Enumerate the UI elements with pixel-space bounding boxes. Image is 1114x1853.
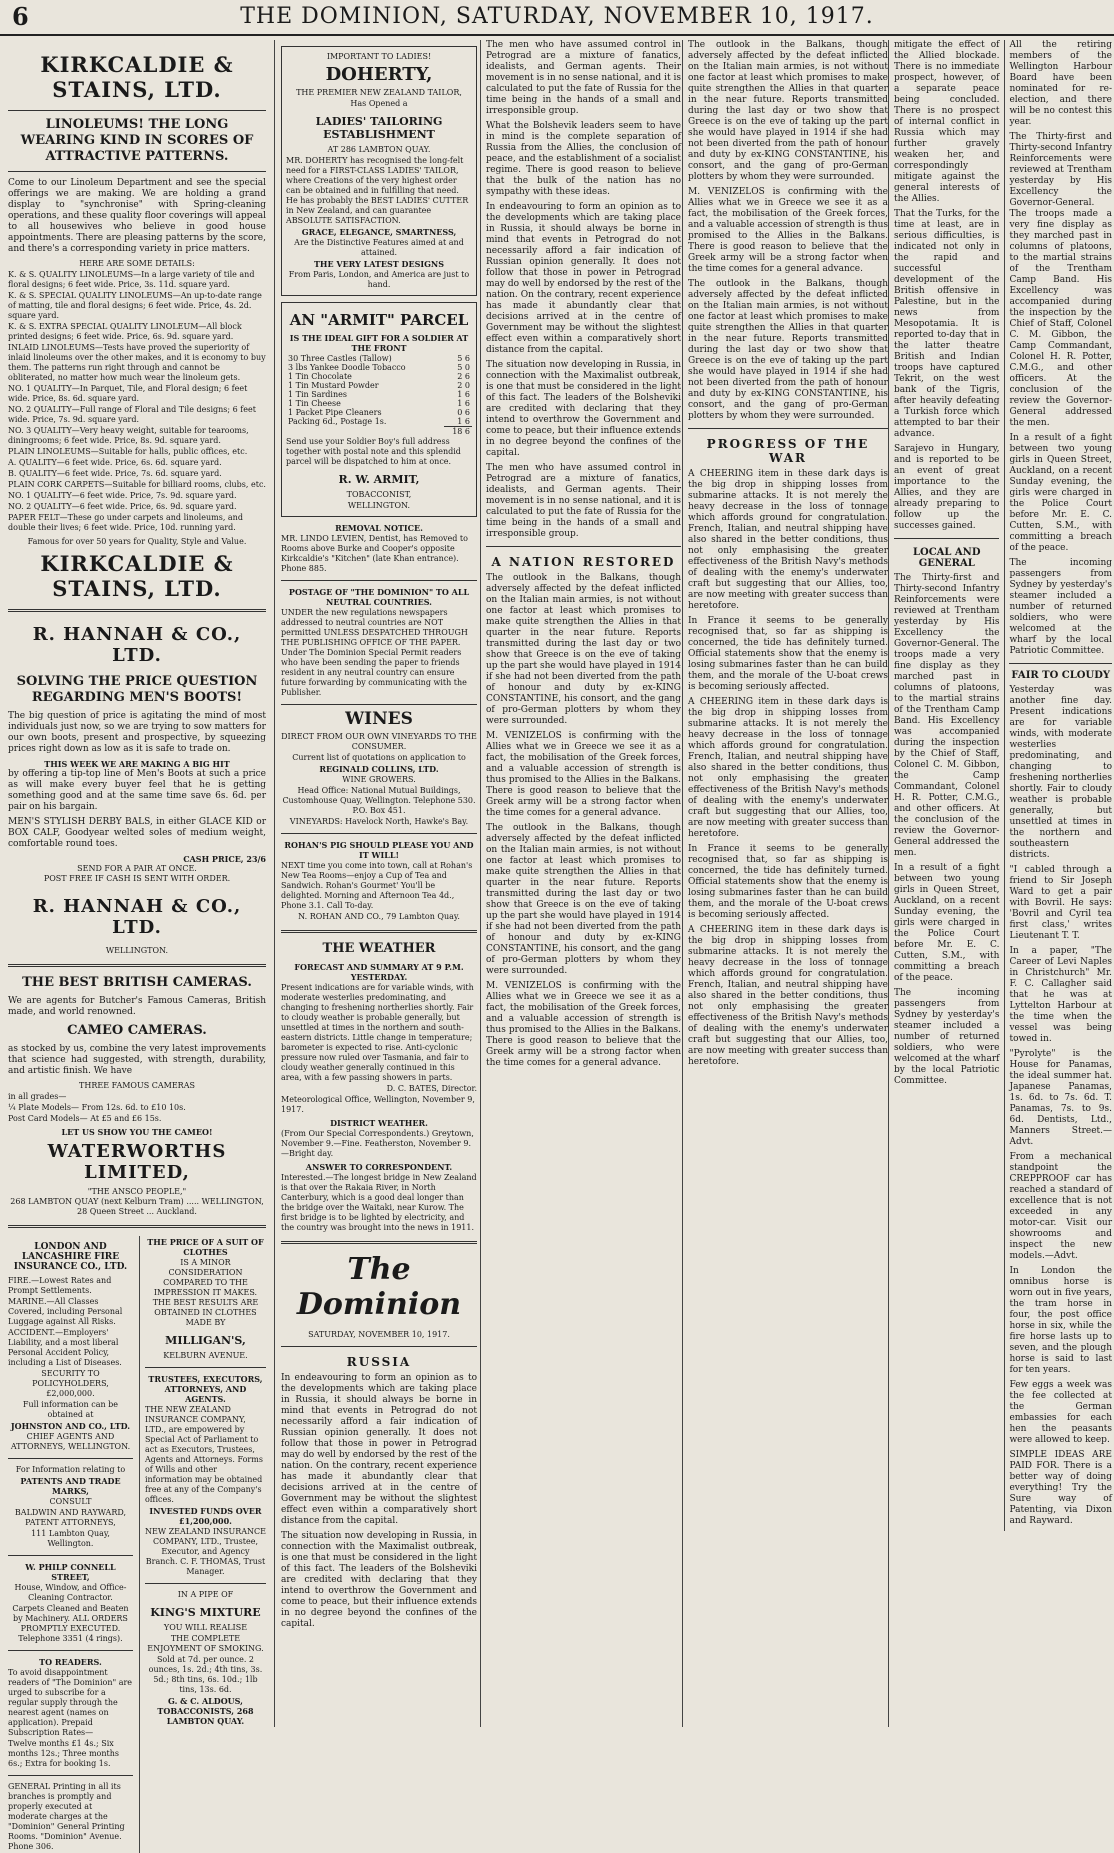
- patents-consult: CONSULT: [49, 1497, 92, 1506]
- armit-note: Send use your Soldier Boy's full address together with postal note and this splendid parcel will be dispatched to him at once.: [286, 437, 461, 466]
- column-5b: [1004, 40, 1112, 1531]
- dominion-date: SATURDAY, NOVEMBER 10, 1917.: [308, 1330, 450, 1339]
- patents-firm: BALDWIN AND RAYWARD, PATENT ATTORNEYS,: [14, 1508, 127, 1527]
- camera-model: Post Card Models— At £5 and £6 15s.: [8, 1114, 162, 1123]
- greek-paragraph: The outlook in the Balkans, though adversely affected by the defeat inflicted on the Italian main armies, is not without one factor at least which promises to make quite strengthen the Allies in that quarter in the near future. Reports transmitted during the last day or two show that Greece is on the eve of taking up the part she would have played in 1914 if she had not been diverted from the path of honour and duty by ex-KING CONSTANTINE, his consort, and the gang of pro-German plotters by whom they were surrounded.: [486, 823, 681, 976]
- pipe-sub: YOU WILL REALISE: [163, 1623, 248, 1632]
- dominion-nameplate: The Dominion: [296, 1252, 462, 1322]
- readers-rates: Twelve months £1 4s.; Six months 12s.; Three months 6s.; Extra for booking 1s.: [8, 1739, 119, 1768]
- column-1: [8, 40, 266, 1851]
- postage-heading: POSTAGE OF "THE DOMINION" TO ALL NEUTRAL COUNTRIES.: [288, 587, 470, 607]
- russia-paragraph: The situation now developing in Russia, in connection with the Maximalist outbreak, is one that must be considered in the light of this fact. The leaders of the Bolsheviki are credited with declaring that they intend to overthrow the Government and come to peace, but their influence extends in no degree beyond the confines of the capital.: [486, 360, 681, 458]
- hannah-week: THIS WEEK WE ARE MAKING A BIG HIT: [44, 759, 230, 769]
- cameo-desc: as stocked by us, combine the very latest improvements that science had suggested, with strength, durability, and artistic finish. We have: [8, 1044, 266, 1076]
- waterworths-name: WATERWORTHS LIMITED,: [47, 1141, 227, 1183]
- left-ads: [8, 1236, 133, 1853]
- divider: [486, 546, 681, 547]
- table-row: [286, 399, 472, 408]
- fair-body: Yesterday was another fine day. Present indications are for variable winds, with moderate westerlies predominating, and changing to freshening northerlies shortly. Fair to cloudy weather is probable generally, but unsettled at times in the northern and southeastern districts.: [1009, 685, 1112, 860]
- divider: [281, 930, 477, 933]
- divider: [145, 1583, 266, 1584]
- cameo-three: THREE FAMOUS CAMERAS: [79, 1081, 195, 1090]
- parcel-price: 5 6: [457, 354, 470, 363]
- greek-paragraph: The outlook in the Balkans, though adversely affected by the defeat inflicted on the Italian main armies, is not without one factor at least which promises to make quite strengthen the Allies in that quarter in the near future. Reports transmitted during the last day or two show that Greece is on the eve of taking up the part she would have played in 1914 if she had not been diverted from the path of honour and duty by ex-KING CONSTANTINE, his consort, and the gang of pro-German plotters by whom they were surrounded.: [688, 40, 888, 182]
- armit-ad: [281, 302, 477, 517]
- russia-paragraph: The situation now developing in Russia, in connection with the Maximalist outbreak, is one that must be considered in the light of this fact. The leaders of the Bolsheviki are credited with declaring that they intend to overthrow the Government and come to peace, but their influence extends in no degree beyond the confines of the capital.: [281, 1531, 477, 1629]
- divider: [8, 609, 266, 612]
- doherty-name: DOHERTY,: [325, 64, 433, 85]
- divider: [281, 1241, 477, 1244]
- kirkcaldie-item: NO. 2 QUALITY—Full range of Floral and Tile designs; 6 feet wide. Price, 7s. 9d. square yard.: [8, 405, 256, 424]
- war-paragraph: That the Turks, for the time at least, are in serious difficulties, is indicated not only in the rapid and successful development of the British offensive in Palestine, but in the news from Mesopotamia. It is reported to-day that in the latter theatre British and Indian troops have captured Tekrit, on the west bank of the Tigris, after heavily defeating a Turkish force which attempted to bar their advance.: [894, 209, 1000, 439]
- bottom-ads-row: [8, 1236, 266, 1853]
- london-security: SECURITY TO POLICYHOLDERS, £2,000,000.: [32, 1369, 109, 1398]
- fair-item: From a mechanical standpoint the CREPPROOF car has reached a standard of excellence that is not exceeded in any motor-car. Visit our showrooms and inspect the new models.—Advt.: [1009, 1152, 1112, 1261]
- milligan-name: MILLIGAN'S,: [165, 1334, 246, 1347]
- pipe-heading: IN A PIPE OF: [177, 1590, 234, 1599]
- trustees-signature: NEW ZEALAND INSURANCE COMPANY, LTD., Trustee, Executor, and Agency Branch. C. F. THOMAS, Trust Manager.: [144, 1527, 266, 1576]
- suit-heading: THE PRICE OF A SUIT OF CLOTHES: [147, 1237, 264, 1257]
- table-row: [286, 363, 472, 372]
- london-name: LONDON AND LANCASHIRE FIRE INSURANCE CO., LTD.: [13, 1242, 128, 1272]
- column-5a: [894, 40, 999, 1531]
- progress-heading: PROGRESS OF THE WAR: [706, 437, 870, 465]
- divider: [281, 1346, 477, 1347]
- armit-sub: IS THE IDEAL GIFT FOR A SOLDIER AT THE FRONT: [289, 333, 469, 353]
- district-body: (From Our Special Correspondents.) Greytown, November 9.—Fine. Featherston, November 9.—Bright day.: [281, 1129, 474, 1158]
- weather-sub: FORECAST AND SUMMARY AT 9 P.M. YESTERDAY.: [294, 962, 464, 982]
- local-paragraph: The incoming passengers from Sydney by yesterday's steamer included a number of returned soldiers, who were welcomed at the wharf by the local Patriotic Committee.: [1009, 558, 1112, 656]
- divider: [8, 1650, 133, 1651]
- general-printing: GENERAL Printing in all its branches is promptly and properly executed at moderate charges at the "Dominion" General Printing Rooms. "Dominion" Avenue. Phone 306.: [8, 1782, 125, 1851]
- parcel-total: 18 6: [444, 427, 472, 437]
- hannah-body: The big question of price is agitating the mind of most individuals just now, so we are trying to sow matters for our own boots, present and prospective, by squeezing prices right down as low as it is safe to trade on.: [8, 711, 266, 754]
- london-accident: ACCIDENT.—Employers' Liability, and a most liberal Personal Accident Policy, including a List of Diseases.: [8, 1328, 122, 1367]
- kirkcaldie-intro: Come to our Linoleum Department and see the special offerings we are making. We are holding a grand display to "synchronise" with Spring-cleaning operations, and these quality floor coverings will appeal to all housewives who believe in good house appointments. There are pleasing patterns by the score, and there's a corresponding variety in price matters.: [8, 178, 266, 254]
- divider: [8, 1555, 133, 1556]
- london-marine: MARINE.—All Classes Covered, including Personal Luggage against All Risks.: [8, 1297, 123, 1326]
- kirkcaldie-item: PLAIN LINOLEUMS—Suitable for halls, public offices, etc.: [8, 447, 248, 456]
- divider: [8, 1458, 133, 1459]
- doherty-establishment: LADIES' TAILORING ESTABLISHMENT: [315, 115, 443, 141]
- greek-paragraph: M. VENIZELOS is confirming with the Allies what we in Greece we see it as a fact, the mobilisation of the Greek forces, and a valuable accession of strength is thus promised to the Allies in the Balkans. There is good reason to believe that the Greek army will be a strong factor when the time comes for a general advance.: [486, 731, 681, 818]
- local-paragraph: All the retiring members of the Wellington Harbour Board have been nominated for re-election, and there will be no contest this year.: [1009, 40, 1112, 127]
- russia-paragraph: In endeavouring to form an opinion as to the developments which are taking place in Russia, it should always be borne in mind that events in Petrograd do not necessarily afford a fair indication of Russian opinion generally. It does not follow that those in power in Petrograd may do well by endorsed by the rest of the nation. On the contrary, recent experience has made it abundantly clear that decisions arrived at in the centre of Government may be without the slightest effect even within a comparatively short distance from the capital.: [281, 1373, 477, 1526]
- doherty-address: AT 286 LAMBTON QUAY.: [327, 145, 431, 154]
- greek-heading: A NATION RESTORED: [491, 555, 676, 569]
- greek-paragraph: M. VENIZELOS is confirming with the Allies what we in Greece we see it as a fact, the mobilisation of the Greek forces, and a valuable accession of strength is thus promised to the Allies in the Balkans. There is good reason to believe that the Greek army will be a strong factor when the time comes for a general advance.: [486, 981, 681, 1068]
- camera-model: ¼ Plate Models— From 12s. 6d. to £10 10s.: [8, 1103, 186, 1112]
- removal-body: MR. LINDO LEVIEN, Dentist, has Removed to Rooms above Burke and Cooper's opposite Kirkcaldie's "Kitchen" (late Khan entrance). Phone 885.: [281, 534, 468, 573]
- greek-paragraph: The outlook in the Balkans, though adversely affected by the defeat inflicted on the Italian main armies, is not without one factor at least which promises to make quite strengthen the Allies in that quarter in the near future. Reports transmitted during the last day or two show that Greece is on the eve of taking up the part she would have played in 1914 if she had not been diverted from the path of honour and duty by ex-KING CONSTANTINE, his consort, and the gang of pro-German plotters by whom they were surrounded.: [688, 279, 888, 421]
- kirkcaldie-item: A. QUALITY—6 feet wide. Price, 6s. 6d. square yard.: [8, 458, 222, 467]
- parcel-item: 3 lbs Yankee Doodle Tobacco: [288, 363, 406, 372]
- armit-parcel-table: [286, 354, 472, 436]
- hannah-headline: SOLVING THE PRICE QUESTION REGARDING MEN'S BOOTS!: [16, 674, 258, 705]
- trustees-invested: INVESTED FUNDS OVER £1,200,000.: [149, 1506, 262, 1526]
- fair-heading: FAIR TO CLOUDY: [1011, 670, 1111, 681]
- hannah-name-footer: R. HANNAH & CO., LTD.: [32, 896, 242, 938]
- hannah-send: SEND FOR A PAIR AT ONCE.: [77, 864, 197, 873]
- trustees-body: THE NEW ZEALAND INSURANCE COMPANY, LTD., are empowered by Special Act of Parliament to act as Executors, Trustees, Agents and Attorneys. Forms of Wills and other information may be obtained free at any of the Company's offices.: [144, 1405, 263, 1504]
- philp-trade: House, Window, and Office-Cleaning Contractor.: [14, 1583, 127, 1602]
- wines-heading: WINES: [345, 709, 413, 729]
- war-paragraph: mitigate the effect of the Allied blockade. There is no immediate prospect, however, of a separate peace being concluded. There is no prospect of internal conflict in Russia which may further gravely weaken her, and correspondingly mitigate against the general interests of the Allies.: [894, 40, 1000, 204]
- divider: [8, 110, 266, 111]
- readers-heading: TO READERS.: [39, 1657, 102, 1667]
- fair-item: SIMPLE IDEAS ARE PAID FOR. There is a better way of doing everything! Try the Sure way of Patenting, via Dixon and Rayward.: [1009, 1450, 1112, 1526]
- hannah-stylish: MEN'S STYLISH DERBY BALS, in either GLACE KID or BOX CALF, Goodyear welted soles of medium weight, comfortable round toes.: [8, 817, 266, 849]
- kirkcaldie-item: PLAIN CORK CARPETS—Suitable for billiard rooms, clubs, etc.: [8, 480, 266, 489]
- london-agent: JOHNSTON AND CO., LTD.: [10, 1421, 131, 1431]
- doherty-opened: Has Opened a: [350, 99, 408, 108]
- russia-paragraph: What the Bolshevik leaders seem to have in mind is the complete separation of Russia from the Allies, the conclusion of peace, and the establishment of a socialist regime. There is good reason to believe that the bulk of the nation has no sympathy with these ideas.: [486, 121, 681, 197]
- parcel-item: Packing 6d., Postage 1s.: [288, 417, 387, 427]
- russia-paragraph: The men who have assumed control in Petrograd are a mixture of fanatics, idealists, and German agents. Their movement is in no sense national, and it is calculated to put the fate of Russia for the time being in the hands of a small and irresponsible group.: [486, 40, 681, 116]
- hannah-name: R. HANNAH & CO., LTD.: [32, 624, 242, 666]
- russia-heading: RUSSIA: [346, 1355, 412, 1369]
- war-paragraph: Sarajevo in Hungary, and is reported to be an event of great importance to the Allies, and they are already preparing to follow up the successes gained.: [894, 444, 1000, 531]
- local-paragraph: The incoming passengers from Sydney by yesterday's steamer included a number of returned soldiers, who were welcomed at the wharf by the local Patriotic Committee.: [894, 988, 1000, 1086]
- kirkcaldie-item: NO. 1 QUALITY—In Parquet, Tile, and Floral design; 6 feet wide. Price, 8s. 6d. square yard.: [8, 384, 248, 403]
- postage-body: UNDER the new regulations newspapers addressed to neutral countries are NOT permitted UNLESS DESPATCHED THROUGH THE PUBLISHING OFFICE OF THE PAPER. Under The Dominion Special Permit readers who have been sending the paper to friends resident in any neutral country can ensure future forwarding by communicating with the Publisher.: [281, 608, 468, 697]
- divider: [281, 833, 477, 834]
- rohan-body: NEXT time you come into town, call at Rohan's New Tea Rooms—enjoy a Cup of Tea and Sandwich. Rohan's Gourmet' You'll be delighted. Morning and Afternoon Tea 4d., Phone 3.1. Call To-day.: [281, 861, 473, 910]
- removal-heading: REMOVAL NOTICE.: [335, 523, 423, 533]
- camera-cta: LET US SHOW YOU THE CAMEO!: [61, 1127, 213, 1137]
- kings-mixture-name: KING'S MIXTURE: [150, 1606, 261, 1619]
- parcel-price: 1 6: [457, 399, 470, 408]
- doherty-styles2: From Paris, London, and America are just to hand.: [288, 270, 470, 289]
- answer-heading: ANSWER TO CORRESPONDENT.: [305, 1162, 453, 1172]
- weather-signature: D. C. BATES, Director.: [386, 1084, 477, 1093]
- divider: [894, 538, 999, 539]
- table-row: [286, 417, 472, 427]
- readers-body: To avoid disappointment readers of "The Dominion" are urged to subscribe for a regular supply through the nearest agent (names on application). Prepaid Subscription Rates—: [8, 1668, 133, 1737]
- kirkcaldie-item: NO. 1 QUALITY—6 feet wide. Price, 7s. 9d. square yard.: [8, 491, 237, 500]
- kirkcaldie-item: NO. 2 QUALITY—6 feet wide. Price, 6s. 9d. square yard.: [8, 502, 237, 511]
- collins-name: REGINALD COLLINS, LTD.: [319, 764, 439, 774]
- patents-address: 111 Lambton Quay, Wellington.: [31, 1529, 110, 1548]
- parcel-price: 1 6: [457, 390, 470, 399]
- local-paragraph: The Thirty-first and Thirty-second Infantry Reinforcements were reviewed at Trentham yesterday by His Excellency the Governor-General. The troops made a very fine display as they marched past in columns of platoons, to the martial strains of the Trentham Camp Band. His Excellency was accompanied during the inspection by the Chief of Staff, Colonel C. M. Gibbon, the Camp Commandant, Colonel H. R. Potter, C.M.G., and other officers. At the conclusion of the review the Governor-General addressed the men.: [894, 573, 1000, 858]
- column-5-split: [894, 40, 1112, 1531]
- divider: [281, 704, 477, 705]
- rohan-heading: ROHAN'S PIG SHOULD PLEASE YOU AND IT WILL!: [284, 840, 474, 860]
- russia-paragraph: The men who have assumed control in Petrograd are a mixture of fanatics, idealists, and German agents. Their movement is in no sense national, and it is calculated to put the fate of Russia for the time being in the hands of a small and irresponsible group.: [486, 463, 681, 539]
- hannah-city: WELLINGTON.: [105, 946, 169, 955]
- progress-paragraph: A CHEERING item in these dark days is the big drop in shipping losses from submarine attacks. It is not merely the heavy decrease in the loss of tonnage which affords ground for congratulation. French, Italian, and neutral shipping have also shared in the better conditions, thus not only emphasising the greater effectiveness of the British Navy's methods of dealing with the enemy's underwater craft but suggesting that our Allies, too, are now meeting with greater success than heretofore.: [688, 925, 888, 1067]
- wines-sub: DIRECT FROM OUR OWN VINEYARDS TO THE CONSUMER.: [281, 732, 477, 751]
- divider: [688, 428, 888, 429]
- philp-body: Carpets Cleaned and Beaten by Machinery. ALL ORDERS PROMPTLY EXECUTED. Telephone 3351 (4 rings).: [12, 1604, 129, 1643]
- doherty-ad: [281, 46, 477, 296]
- doherty-body: MR. DOHERTY has recognised the long-felt need for a FIRST-CLASS LADIES' TAILOR, where Creations of the very highest order can be obtained and in fulfilling that need. He has probably the BEST LADIES' CUTTER in New Zealand, and can guarantee ABSOLUTE SATISFACTION.: [286, 156, 469, 225]
- kirkcaldie-headline: LINOLEUMS! THE LONG WEARING KIND IN SCORES OF ATTRACTIVE PATTERNS.: [20, 117, 254, 164]
- parcel-price: 0 6: [457, 408, 470, 417]
- waterworths-address: 268 LAMBTON QUAY (next Kelburn Tram) ..... WELLINGTON, 28 Queen Street ... Auckland.: [10, 1197, 264, 1216]
- kirkcaldie-item: K. & S. SPECIAL QUALITY LINOLEUMS—An up-to-date range of matting, tile and floral designs; 6 feet wide. Price, 4s. 2d. square yard.: [8, 291, 262, 320]
- parcel-item: 1 Packet Pipe Cleaners: [288, 408, 382, 417]
- wines-list: Current list of quotations on application to: [292, 753, 466, 762]
- greek-paragraph: M. VENIZELOS is confirming with the Allies what we in Greece we see it as a fact, the mobilisation of the Greek forces, and a valuable accession of strength is thus promised to the Allies in the Balkans. There is good reason to believe that the Greek army will be a strong factor when the time comes for a general advance.: [688, 187, 888, 274]
- masthead: [0, 0, 1114, 36]
- table-row: [286, 354, 472, 363]
- parcel-price: 5 0: [457, 363, 470, 372]
- hannah-post: POST FREE IF CASH IS SENT WITH ORDER.: [43, 874, 231, 883]
- parcel-price: 1 6: [457, 417, 470, 426]
- milligan-address: KELBURN AVENUE.: [163, 1351, 248, 1360]
- fair-item: In a paper, "The Career of Levi Naples in Christchurch" Mr. F. C. Callagher said that he was at Lyttelton Harbour at the time when the vessel was being towed in.: [1009, 946, 1112, 1044]
- page-number: 6: [12, 2, 29, 31]
- kirkcaldie-details-heading: HERE ARE SOME DETAILS:: [79, 259, 195, 268]
- kirkcaldie-name: KIRKCALDIE & STAINS, LTD.: [40, 52, 234, 102]
- kirkcaldie-item: INLAID LINOLEUMS—Tests have proved the superiority of inlaid linoleums over the other makes, and it is economy to buy them. The patterns run right through and cannot be obliterated, no matter how much wear the linoleum gets.: [8, 343, 266, 382]
- divider: [8, 1775, 133, 1776]
- collins-office: Head Office: National Mutual Buildings, Customhouse Quay, Wellington. Telephone 530. P.O. Box 451.: [282, 786, 476, 815]
- parcel-item: 1 Tin Chocolate: [288, 372, 352, 381]
- divider: [8, 171, 266, 172]
- aldous-shop: G. & C. ALDOUS, TOBACCONISTS, 268 LAMBTON QUAY.: [157, 1696, 254, 1726]
- fair-item: In London the omnibus horse is worn out in five years, the tram horse in four, the post office horse in six, while the fire horse lasts up to seven, and the plough horse is said to last for ten years.: [1009, 1266, 1112, 1375]
- right-ads: [139, 1236, 266, 1853]
- weather-heading: THE WEATHER: [322, 941, 436, 956]
- camera-model: in all grades—: [8, 1092, 67, 1101]
- column-5: [888, 40, 1112, 1727]
- trustees-heading: TRUSTEES, EXECUTORS, ATTORNEYS, AND AGENTS.: [148, 1374, 263, 1404]
- doherty-traits: GRACE, ELEGANCE, SMARTNESS,: [301, 227, 457, 237]
- column-3: [480, 40, 681, 1727]
- patents-intro: For Information relating to: [15, 1465, 126, 1474]
- rohan-signature: N. ROHAN AND CO., 79 Lambton Quay.: [298, 912, 460, 921]
- divider: [145, 1367, 266, 1368]
- parcel-item: 1 Tin Cheese: [288, 399, 341, 408]
- london-fire: FIRE.—Lowest Rates and Prompt Settlements.: [8, 1276, 112, 1295]
- collins-vineyards: VINEYARDS: Havelock North, Hawke's Bay.: [289, 817, 469, 826]
- collins-trade: WINE GROWERS.: [342, 775, 416, 784]
- parcel-item: 1 Tin Sardines: [288, 390, 347, 399]
- local-paragraph: The Thirty-first and Thirty-second Infantry Reinforcements were reviewed at Trentham yesterday by His Excellency the Governor-General. The troops made a very fine display as they marched past in columns of platoons, to the martial strains of the Trentham Camp Band. His Excellency was accompanied during the inspection by the Chief of Staff, Colonel C. M. Gibbon, the Camp Commandant, Colonel H. R. Potter, C.M.G., and other officers. At the conclusion of the review the Governor-General addressed the men.: [1009, 132, 1112, 428]
- suit-body: IS A MINOR CONSIDERATION COMPARED TO THE IMPRESSION IT MAKES. THE BEST RESULTS ARE OBTAINED IN CLOTHES MADE BY: [152, 1258, 259, 1327]
- armit-name: R. W. ARMIT,: [338, 473, 420, 486]
- doherty-styles: THE VERY LATEST DESIGNS: [313, 259, 445, 269]
- parcel-item: 30 Three Castles (Tallow): [288, 354, 392, 363]
- kirkcaldie-item-list: [8, 270, 266, 533]
- armit-title: AN "ARMIT" PARCEL: [289, 311, 469, 329]
- greek-paragraph: The outlook in the Balkans, though adversely affected by the defeat inflicted on the Italian main armies, is not without one factor at least which promises to make quite strengthen the Allies in that quarter in the near future. Reports transmitted during the last day or two show that Greece is on the eve of taking up the part she would have played in 1914 if she had not been diverted from the path of honour and duty by ex-KING CONSTANTINE, his consort, and the gang of pro-German plotters by whom they were surrounded.: [486, 573, 681, 726]
- kirkcaldie-famous: Famous for over 50 years for Quality, Style and Value.: [27, 537, 247, 546]
- divider: [8, 964, 266, 967]
- table-row: [286, 381, 472, 390]
- kirkcaldie-item: K. & S. EXTRA SPECIAL QUALITY LINOLEUM—All block printed designs; 6 feet wide. Price, 6s. 9d. square yard.: [8, 322, 242, 341]
- patents-name: PATENTS AND TRADE MARKS,: [20, 1476, 121, 1496]
- camera-agents: We are agents for Butcher's Famous Cameras, British made, and world renowned.: [8, 996, 266, 1017]
- doherty-notice: IMPORTANT TO LADIES!: [326, 52, 432, 61]
- camera-heading: THE BEST BRITISH CAMERAS.: [22, 975, 252, 990]
- table-row: [286, 390, 472, 399]
- pipe-sub2: THE COMPLETE ENJOYMENT OF SMOKING.: [147, 1634, 264, 1653]
- parcel-price: 2 6: [457, 372, 470, 381]
- divider: [8, 1225, 266, 1228]
- progress-paragraph: In France it seems to be generally recognised that, so far as shipping is concerned, the tide has definitely turned. Official statements show that the enemy is losing submarines faster than he can build them, and the morale of the U-boat crews is becoming seriously affected.: [688, 844, 888, 920]
- london-info: Full information can be obtained at: [22, 1400, 119, 1419]
- progress-paragraph: In France it seems to be generally recognised that, so far as shipping is concerned, the tide has definitely turned. Official statements show that the enemy is losing submarines faster than he can build them, and the morale of the U-boat crews is becoming seriously affected.: [688, 616, 888, 692]
- table-row: [286, 372, 472, 381]
- armit-trade: TOBACCONIST,: [346, 490, 412, 499]
- fair-item: "I cabled through a friend to Sir Joseph Ward to get a pair with Bovril. He says: 'Bovril and Cyril tea first class,' writes Lieutenant T. T.: [1009, 865, 1112, 941]
- parcel-price: 2 0: [457, 381, 470, 390]
- fair-item: "Pyrolyte" is the House for Panamas, the ideal summer hat. Japanese Panamas, 1s. 6d. to 7s. 6d. T. Panamas, 7s. to 9s. 6d. Dentists, Ltd., Manners Street.—Advt.: [1009, 1049, 1112, 1147]
- progress-paragraph: A CHEERING item in these dark days is the big drop in shipping losses from submarine attacks. It is not merely the heavy decrease in the loss of tonnage which affords ground for congratulation. French, Italian, and neutral shipping have also shared in the better conditions, thus not only emphasising the greater effectiveness of the British Navy's methods of dealing with the enemy's underwater craft but suggesting that our Allies, too, are now meeting with greater success than heretofore.: [688, 469, 888, 611]
- doherty-traits2: Are the Distinctive Features aimed at and attained.: [294, 238, 464, 257]
- divider: [1009, 663, 1112, 664]
- kirkcaldie-item: B. QUALITY—6 feet wide. Price, 7s. 6d. square yard.: [8, 469, 222, 478]
- weather-office: Meteorological Office, Wellington, November 9, 1917.: [281, 1095, 475, 1114]
- parcel-item: 1 Tin Mustard Powder: [288, 381, 379, 390]
- pipe-prices: Sold at 7d. per ounce. 2 ounces, 1s. 2d.; 4th tins, 3s. 5d.; 8th tins, 6s. 10d.; 1lb tins, 13s. 6d.: [148, 1655, 263, 1694]
- newspaper-title: THE DOMINION, SATURDAY, NOVEMBER 10, 1917.: [240, 4, 874, 29]
- table-row: [286, 408, 472, 417]
- kirkcaldie-item: NO. 3 QUALITY—Very heavy weight, suitable for tearooms, diningrooms; 6 feet wide. Price, 8s. 9d. square yard.: [8, 426, 249, 445]
- kirkcaldie-name-footer: KIRKCALDIE & STAINS, LTD.: [40, 551, 234, 601]
- kirkcaldie-item: PAPER FELT—These go under carpets and linoleums, and double their lives; 6 feet wide. Price, 10d. running yard.: [8, 513, 243, 532]
- kirkcaldie-item: K. & S. QUALITY LINOLEUMS—In a large variety of tile and floral designs; 6 feet wide. Price, 3s. 11d. square yard.: [8, 270, 255, 289]
- local-heading: LOCAL AND GENERAL: [912, 547, 981, 569]
- armit-city: WELLINGTON.: [347, 501, 411, 510]
- divider: [281, 580, 477, 581]
- doherty-sub: THE PREMIER NEW ZEALAND TAILOR,: [296, 88, 462, 97]
- philp-name: W. PHILP CONNELL STREET,: [25, 1562, 116, 1582]
- weather-body: Present indications are for variable winds, with moderate westerlies predominating, and changing to freshening northerlies shortly. Fair to cloudy weather is probable generally, but unsettled at times in the northern and south-eastern districts. Little change in temperature; barometer is expected to rise. Anti-cyclonic pressure now ruled over Tasmania, and fair to cloudy weather generally continued in this area, with a few passing showers in parts.: [281, 983, 474, 1082]
- cameo-heading: CAMEO CAMERAS.: [67, 1023, 207, 1038]
- waterworths-tag: "THE ANSCO PEOPLE,": [87, 1187, 187, 1196]
- local-paragraph: In a result of a fight between two young girls in Queen Street, Auckland, on a recent Sunday evening, the girls were charged in the Police Court before Mr. E. C. Cutten, S.M., with committing a breach of the peace.: [894, 863, 1000, 983]
- column-4: [682, 40, 888, 1727]
- district-heading: DISTRICT WEATHER.: [330, 1118, 428, 1128]
- local-paragraph: In a result of a fight between two young girls in Queen Street, Auckland, on a recent Sunday evening, the girls were charged in the Police Court before Mr. E. C. Cutten, S.M., with committing a breach of the peace.: [1009, 433, 1112, 553]
- answer-body: Interested.—The longest bridge in New Zealand is that over the Rakaia River, in North Canterbury, which is a good deal longer than the bridge over the Waitaki, near Kurow. The first bridge is to be lighted by electricity, and the country was brought into the news in 1911.: [281, 1173, 477, 1232]
- london-agent2: CHIEF AGENTS AND ATTORNEYS, WELLINGTON.: [10, 1432, 131, 1451]
- fair-item: Few eggs a week was the fee collected at the German embassies for each hen the peasants were allowed to keep.: [1009, 1380, 1112, 1445]
- russia-paragraph: In endeavouring to form an opinion as to the developments which are taking place in Russia, it should always be borne in mind that events in Petrograd do not necessarily afford a fair indication of Russian opinion generally. It does not follow that those in power in Petrograd may do well by endorsed by the rest of the nation. On the contrary, recent experience has made it abundantly clear that decisions arrived at in the centre of Government may be without the slightest effect even within a comparatively short distance from the capital.: [486, 202, 681, 355]
- progress-paragraph: A CHEERING item in these dark days is the big drop in shipping losses from submarine attacks. It is not merely the heavy decrease in the loss of tonnage which affords ground for congratulation. French, Italian, and neutral shipping have also shared in the better conditions, thus not only emphasising the greater effectiveness of the British Navy's methods of dealing with the enemy's underwater craft but suggesting that our Allies, too, are now meeting with greater success than heretofore.: [688, 697, 888, 839]
- hannah-week-body: by offering a tip-top line of Men's Boots at such a price as will make every buyer feel that he is getting something good and at the same time save 6s. 6d. per pair on his bargain.: [8, 769, 266, 812]
- table-row: [286, 427, 472, 437]
- hannah-cash-price: CASH PRICE, 23/6: [183, 854, 266, 864]
- column-2: [274, 40, 477, 1727]
